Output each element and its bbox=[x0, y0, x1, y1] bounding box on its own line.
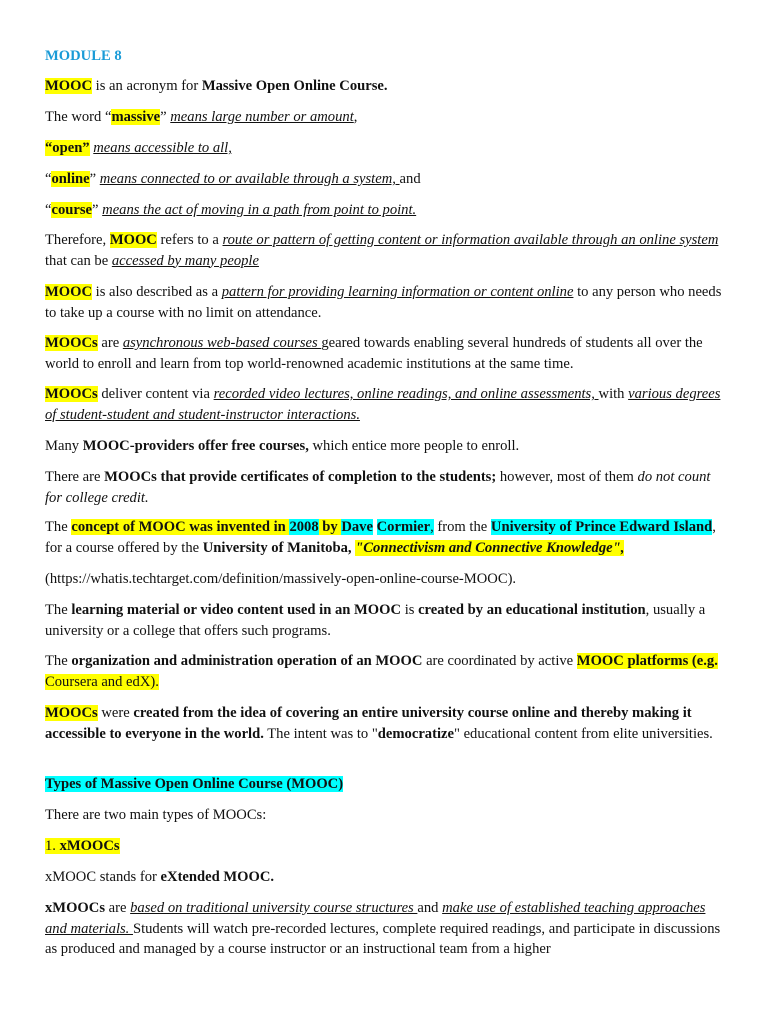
definition-text: pattern for providing learning information or content online bbox=[221, 284, 574, 300]
text: The bbox=[45, 519, 72, 535]
definition-text: means the act of moving in a path from point to point. bbox=[102, 202, 417, 218]
text: The word “ bbox=[45, 109, 112, 125]
paragraph-concept-invented bbox=[45, 517, 725, 558]
text: are coordinated by active bbox=[422, 653, 577, 669]
highlight-mooc: MOOC bbox=[109, 232, 157, 248]
text: The bbox=[45, 602, 72, 618]
definition-text: means accessible to all, bbox=[93, 140, 232, 156]
paragraph-source-url bbox=[45, 569, 725, 590]
highlight-last-name: Cormier bbox=[376, 519, 431, 535]
highlight-platform-names: Coursera and edX). bbox=[45, 673, 159, 690]
text: is also described as a bbox=[92, 284, 222, 300]
paragraph-organization bbox=[45, 651, 725, 692]
text: are bbox=[97, 335, 123, 351]
highlight-year: 2008 bbox=[289, 519, 319, 535]
section-heading-types bbox=[45, 774, 725, 795]
text: however, most of them bbox=[496, 469, 638, 485]
paragraph-created-from-idea bbox=[45, 703, 725, 744]
paragraph-asynchronous bbox=[45, 333, 725, 374]
text: are bbox=[105, 900, 131, 916]
definition-text: means large number or amount bbox=[170, 109, 354, 125]
bold-term: learning material or video content used in an MOOC bbox=[71, 602, 402, 618]
bold-term: organization and administration operation of an MOOC bbox=[71, 653, 423, 669]
paragraph-open-definition bbox=[45, 138, 725, 159]
bold-term: democratize bbox=[377, 725, 454, 742]
text: and bbox=[417, 900, 443, 916]
highlight-course: course bbox=[51, 202, 93, 218]
paragraph-learning-material bbox=[45, 600, 725, 641]
definition-text: make use of established teaching approaches and materials. bbox=[45, 900, 706, 937]
highlight-course-title: "Connectivism and Connective Knowledge", bbox=[355, 539, 625, 556]
text: which entice more people to enroll. bbox=[308, 438, 520, 454]
highlight-platforms: MOOC platforms (e.g. bbox=[576, 653, 718, 669]
highlight-first-name: Dave bbox=[341, 519, 373, 535]
text: to any person who needs to take up a course with no limit on attendance. bbox=[45, 284, 722, 321]
highlight-mooc: MOOC bbox=[45, 78, 93, 94]
paragraph-two-main-types bbox=[45, 805, 725, 826]
paragraph-massive-definition bbox=[45, 107, 725, 128]
highlight-moocs: MOOCs bbox=[45, 386, 98, 402]
text: “ bbox=[45, 171, 52, 187]
bold-term: MOOCs that provide certificates of completion to the students; bbox=[104, 469, 497, 485]
highlight-by: by bbox=[318, 519, 342, 535]
text: is an acronym for bbox=[92, 78, 202, 94]
text: Therefore, bbox=[45, 232, 110, 248]
text: Many bbox=[45, 438, 83, 454]
text: ” bbox=[92, 202, 103, 218]
text: , for a course offered by the bbox=[45, 519, 716, 556]
text: ” bbox=[160, 109, 171, 125]
text: from the bbox=[433, 519, 491, 535]
paragraph-online-definition bbox=[45, 169, 725, 190]
highlight-section-heading: Types of Massive Open Online Course (MOOC) bbox=[45, 776, 344, 792]
italic-text: do not count for college credit. bbox=[45, 469, 711, 506]
paragraph-mooc-acronym bbox=[45, 76, 725, 97]
definition-text: recorded video lectures, online readings, and online assessments, bbox=[213, 386, 599, 402]
definition-text: means connected to or available through a system, bbox=[99, 171, 400, 187]
text: ” bbox=[89, 171, 100, 187]
highlight-comma: , bbox=[430, 519, 434, 535]
paragraph-certificates bbox=[45, 467, 725, 508]
paragraph-xmooc-stands-for bbox=[45, 867, 725, 888]
text: , usually a university or a college that offers such programs. bbox=[45, 602, 706, 639]
text: The intent was to " bbox=[263, 725, 378, 742]
module-title-text: MODULE 8 bbox=[45, 48, 122, 64]
definition-text: based on traditional university course structures bbox=[130, 900, 418, 916]
highlight-university: University of Prince Edward Island bbox=[490, 519, 713, 535]
highlight-moocs: MOOCs bbox=[45, 335, 98, 351]
highlight-xmoocs: xMOOCs bbox=[59, 838, 120, 854]
text: were bbox=[97, 705, 134, 721]
text: with bbox=[598, 386, 629, 402]
text: geared towards enabling several hundreds of students all over the world to enroll and learn from top world-renowned academic institutions at the same time. bbox=[45, 335, 703, 372]
definition-text: route or pattern of getting content or information available through an online system bbox=[222, 232, 719, 248]
bold-term: Massive Open Online Course. bbox=[201, 78, 388, 94]
bold-term: MOOC-providers offer free courses, bbox=[82, 438, 309, 454]
module-title bbox=[45, 46, 725, 67]
bold-term: University of Manitoba, bbox=[202, 539, 352, 556]
text: There are bbox=[45, 469, 105, 485]
text: The bbox=[45, 653, 72, 669]
text: “ bbox=[45, 202, 52, 218]
text: , bbox=[353, 109, 358, 125]
text: and bbox=[399, 171, 421, 187]
highlight-online: online bbox=[51, 171, 90, 187]
paragraph-free-courses bbox=[45, 436, 725, 457]
highlight-list-number: 1. bbox=[45, 838, 60, 854]
bold-term: eXtended MOOC. bbox=[160, 869, 275, 885]
text: There are two main types of MOOCs: bbox=[45, 807, 267, 823]
paragraph-course-definition bbox=[45, 200, 725, 221]
bold-term: xMOOCs bbox=[45, 900, 105, 916]
definition-text: asynchronous web-based courses bbox=[122, 335, 322, 351]
text: refers to a bbox=[156, 232, 223, 248]
list-heading-xmoocs bbox=[45, 836, 725, 857]
text: xMOOC stands for bbox=[45, 869, 161, 885]
highlight-moocs: MOOCs bbox=[45, 705, 98, 721]
text: that can be bbox=[45, 252, 112, 269]
paragraph-also-described bbox=[45, 282, 725, 323]
definition-text: various degrees of student-student and student-instructor interactions. bbox=[45, 386, 721, 423]
text: is bbox=[401, 602, 419, 618]
text: Students will watch pre-recorded lectures, complete required readings, and participate in discussions as produced and managed by a course instructor or an instructional team from a higher bbox=[45, 920, 721, 957]
definition-text: accessed by many people bbox=[111, 252, 259, 269]
text: " educational content from elite universities. bbox=[453, 725, 713, 742]
bold-term: created by an educational institution bbox=[418, 602, 646, 618]
source-url-text: (https://whatis.techtarget.com/definition/massively-open-online-course-MOOC). bbox=[45, 571, 517, 587]
text: deliver content via bbox=[97, 386, 214, 402]
highlight-mooc: MOOC bbox=[45, 284, 93, 300]
highlight-concept: concept of MOOC was invented in bbox=[71, 519, 290, 535]
highlight-massive: massive bbox=[111, 109, 161, 125]
paragraph-therefore bbox=[45, 230, 725, 271]
paragraph-deliver-content bbox=[45, 384, 725, 425]
paragraph-xmoocs-description bbox=[45, 898, 725, 960]
bold-term: created from the idea of covering an entire university course online and thereby making it accessible to everyone in the world. bbox=[45, 705, 692, 742]
highlight-open: “open” bbox=[45, 140, 90, 156]
